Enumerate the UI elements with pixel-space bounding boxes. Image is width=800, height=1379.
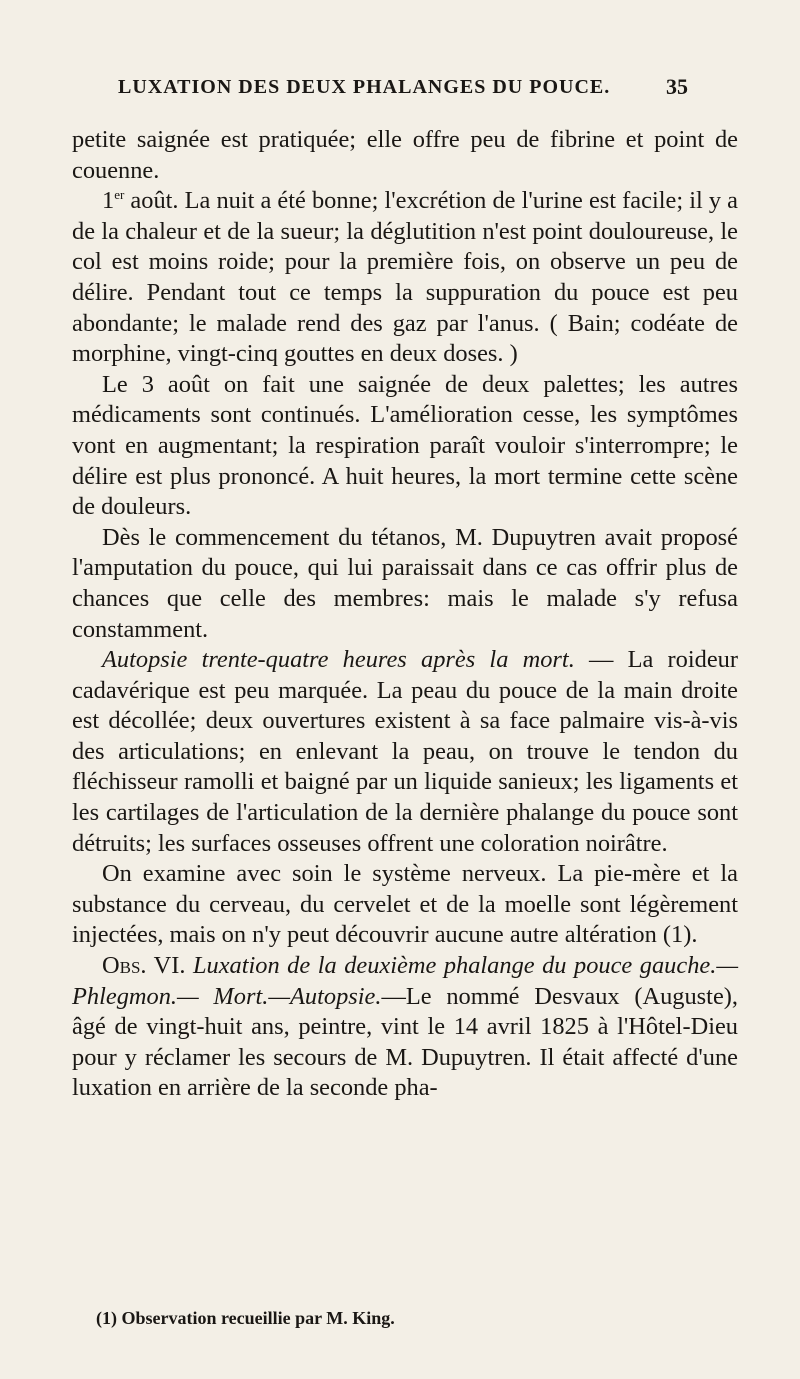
paragraph-text: petite saignée est pratiquée; elle offre peu de fibrine et point de couenne.: [72, 126, 738, 184]
paragraph-text: On examine avec soin le système nerveux. La pie-mère et la substance du cerveau, du cervelet et de la moelle sont légèrement injectées, mais on n'y peut découvrir aucune autre altération (1).: [72, 860, 738, 949]
running-title: LUXATION DES DEUX PHALANGES DU POUCE.: [118, 76, 611, 98]
paragraph-continuation: [72, 125, 738, 186]
footnote: (1) Observation recueillie par M. King.: [96, 1308, 395, 1328]
body-text: [72, 125, 738, 1104]
day-superscript: er: [114, 187, 125, 203]
page-header: [118, 76, 688, 116]
paragraph-text: Le 3 août on fait une saignée de deux palettes; les autres médicaments sont continués. L'amélioration cesse, les symptômes vont en augmentant; la respiration paraît vouloir s'interrompre; le délire est plus prononcé. A huit heures, la mort termine cette scène de douleurs.: [72, 370, 738, 521]
paragraph-text: — La roideur cadavérique est peu marquée. La peau du pouce de la main droite est décollée; deux ouvertures existent à sa face palmaire vis-à-vis des articulations; en enlevant la peau, on trouve le tendon du fléchisseur ramolli et baigné par un liquide sanieux; les ligaments et les cartilages de l'articulation de la dernière phalange du pouce sont détruits; les surfaces osseuses offrent une coloration noirâtre.: [72, 646, 738, 857]
day-number: 1: [102, 187, 115, 215]
paragraph-text: août. La nuit a été bonne; l'excrétion de l'urine est facile; il y a de la chaleur et de la sueur; la déglutition n'est point douloureuse, le col est moins roide; pour la première fois, on observe un peu de délire. Pendant tout ce temps la suppuration du pouce est peu abondante; le malade rend des gaz par l'anus. ( Bain; codéate de morphine, vingt-cinq gouttes en deux doses. ): [72, 187, 738, 368]
paragraph-text: —Le nommé Desvaux (Auguste), âgé de vingt-huit ans, peintre, vint le 14 avril 1825 à l'Hôtel-Dieu pour y réclamer les secours de M. Dupuytren. Il était affecté d'une luxation en arrière de la seconde pha-: [72, 982, 738, 1102]
observation-heading: Luxation de la deuxième phalange du pouce gauche.—Phlegmon.— Mort.—Autopsie.: [72, 952, 738, 1010]
observation-label: Obs. VI.: [102, 952, 186, 980]
paragraph-aug-1: [72, 186, 738, 370]
paragraph-nervous-system: [72, 859, 738, 951]
paragraph-autopsy: [72, 645, 738, 859]
paragraph-text: Dès le commencement du tétanos, M. Dupuytren avait proposé l'amputation du pouce, qui lui paraissait dans ce cas offrir plus de chances que celle des membres: mais le malade s'y refusa constamment.: [72, 523, 738, 643]
paragraph-observation-6: [72, 951, 738, 1104]
page-number: 35: [666, 74, 688, 99]
autopsy-heading: Autopsie trente-quatre heures après la mort.: [102, 646, 575, 674]
paragraph-amputation: [72, 523, 738, 645]
paragraph-aug-3: [72, 370, 738, 523]
